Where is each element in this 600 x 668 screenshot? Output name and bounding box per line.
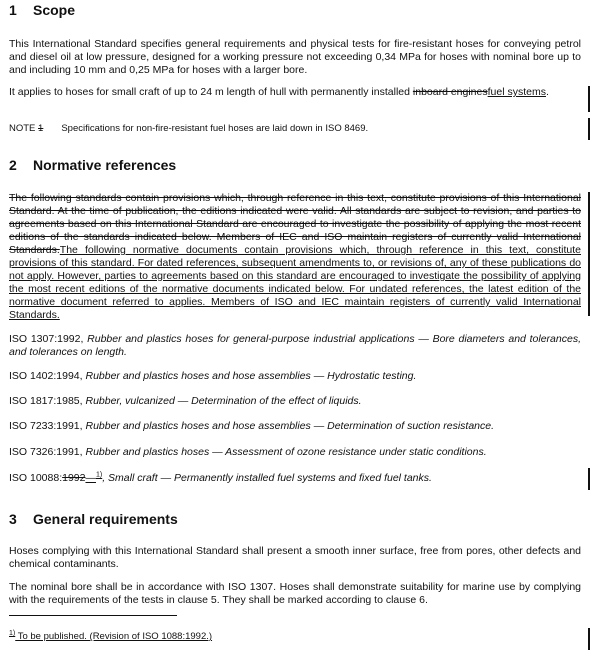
footnote-rule (9, 615, 177, 616)
footnote-reference: 1) (95, 471, 103, 479)
section-3-heading (9, 511, 178, 527)
change-bar (588, 118, 590, 140)
change-bar (588, 628, 590, 650)
reference-item (9, 370, 581, 383)
note-number: 1 (38, 123, 44, 134)
deleted-text: 1992 (62, 472, 86, 484)
section-number: 1 (9, 2, 17, 18)
normative-intro (9, 192, 581, 322)
inserted-text: The following normative documents contain provisions which, through reference in this text, constitute provisions of this standard. For dated references, subsequent amendments to, or revisions of, any of these publications do not apply. However, parties to agreements based on this standard are encouraged to investigate the possibility of applying the most recent editions of the normative documents indicated below. For undated references, the latest edition of the normative document referred to applies. Members of ISO and IEC maintain registers of currently valid International Standards. (9, 244, 581, 321)
section-2-heading (9, 157, 176, 173)
reference-item (9, 472, 581, 485)
general-paragraph-2: The nominal bore shall be in accordance with ISO 1307. Hoses shall demonstrate suitability for marine use by complying with the requirements of the tests in clause 5. They shall be marked according to clause 6. (9, 581, 581, 606)
reference-title: , Small craft — Permanently installed fuel systems and fixed fuel tanks. (102, 472, 432, 484)
change-bar (588, 86, 590, 112)
section-number: 2 (9, 157, 17, 173)
footnote-marker: 1) (9, 629, 16, 637)
reference-title: Rubber, vulcanized — Determination of the effect of liquids. (85, 395, 362, 407)
note-label: NOTE (9, 123, 39, 134)
section-1-heading (9, 2, 75, 18)
section-title: General requirements (33, 511, 178, 527)
reference-item (9, 446, 581, 459)
reference-title: Rubber and plastics hoses for general-purpose industrial applications — Bore diameters and tolerances, and tolerances on length. (9, 333, 581, 358)
note-text: Specifications for non-fire-resistant fuel hoses are laid down in ISO 8469. (61, 123, 369, 134)
deleted-text: The following standards contain provisions which, through reference in this text, constitute provisions of this International Standard. At the time of publication, the editions indicated were valid. All standards are subject to revision, and parties to agreements based on this International Standard are encouraged to investigate the possibility of applying the most recent editions of the standards indicated below. Members of IEC and ISO maintain registers of currently valid International Standards. (9, 192, 581, 256)
section-title: Normative references (33, 157, 177, 173)
reference-title: Rubber and plastics hoses and hose assemblies — Hydrostatic testing. (85, 370, 417, 382)
scope-paragraph-2 (9, 86, 581, 99)
reference-title: Rubber and plastics hoses — Assessment of ozone resistance under static conditions. (85, 446, 487, 458)
reference-code: ISO 10088: (9, 472, 63, 484)
change-bar (588, 468, 590, 490)
change-bar (588, 192, 590, 316)
scope-paragraph-1: This International Standard specifies general requirements and physical tests for fire-resistant hoses for conveying petrol and diesel oil at low pressure, designed for a working pressure not exceeding 0,34 MPa for hoses with nominal bore up to and including 10 mm and 0,25 MPa for hoses with a larger bore. (9, 38, 581, 76)
reference-item (9, 395, 581, 408)
reference-code: ISO 1817:1985, (9, 395, 86, 407)
deleted-text: inboard engines (412, 86, 488, 98)
reference-item (9, 420, 581, 433)
section-number: 3 (9, 511, 17, 527)
reference-code: ISO 7233:1991, (9, 420, 86, 432)
footnote-text: To be published. (Revision of ISO 1088:1992.) (15, 631, 213, 642)
general-paragraph-1: Hoses complying with this International Standard shall present a smooth inner surface, free from pores, other defects and chemical contaminants. (9, 545, 581, 570)
inserted-text: — (85, 472, 96, 484)
reference-title: Rubber and plastics hoses and hose assemblies — Determination of suction resistance. (85, 420, 495, 432)
reference-code: ISO 1307:1992, (9, 333, 88, 345)
section-title: Scope (33, 2, 76, 18)
reference-code: ISO 1402:1994, (9, 370, 86, 382)
reference-item (9, 333, 581, 359)
footnote (9, 630, 581, 643)
reference-code: ISO 7326:1991, (9, 446, 86, 458)
note (9, 122, 581, 135)
text-run: . (545, 86, 549, 98)
text-run: It applies to hoses for small craft of up to 24 m length of hull with permanently installed (9, 86, 413, 98)
inserted-text: fuel systems (487, 86, 546, 98)
